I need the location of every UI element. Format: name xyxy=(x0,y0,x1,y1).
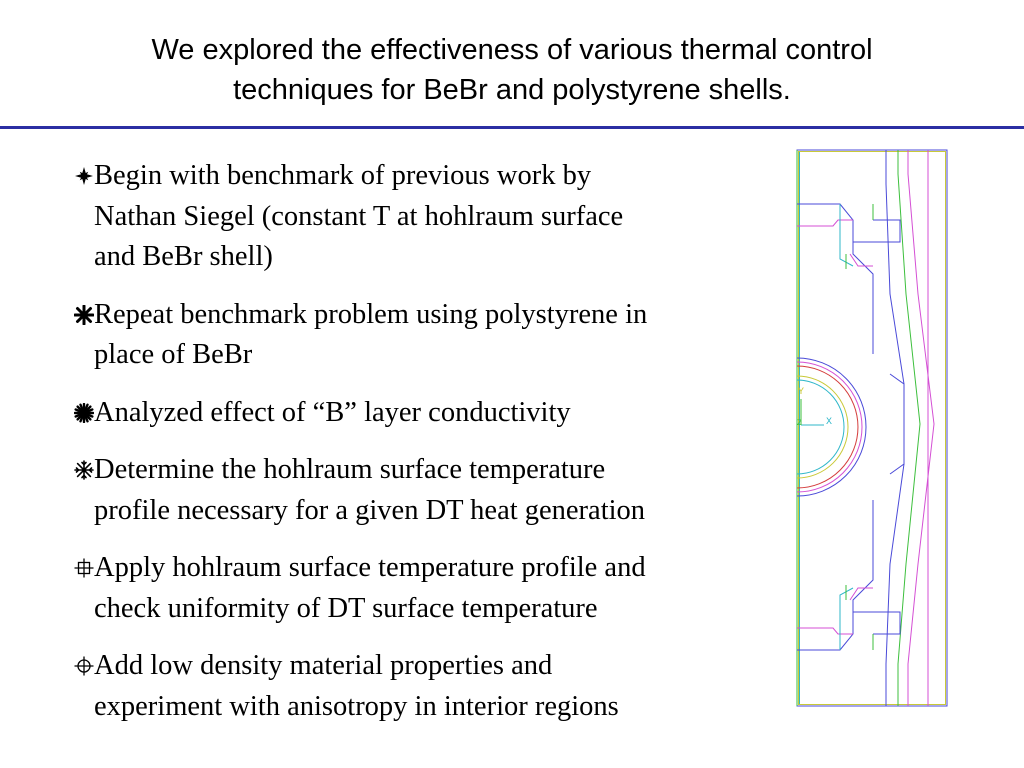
bullet-text xyxy=(94,156,623,278)
bullet-line: Nathan Siegel (constant T at hohlraum surface xyxy=(94,200,624,232)
list-item xyxy=(60,450,770,531)
axis-triad xyxy=(801,399,824,425)
bullet-text xyxy=(94,295,647,376)
bullet-line: Add low density material properties and xyxy=(94,650,553,681)
bullet-text xyxy=(94,646,619,727)
slide-title-line-1: We explored the effectiveness of various thermal control xyxy=(151,34,873,66)
bullet-line: Begin with benchmark of previous work by xyxy=(94,160,592,191)
star-icon xyxy=(60,156,94,196)
sun-icon xyxy=(60,393,94,433)
list-item xyxy=(60,393,770,434)
mesh-outer-boundary xyxy=(797,150,947,706)
axis-x-label: X xyxy=(826,417,833,428)
eight-point-star-icon xyxy=(60,295,94,335)
bullet-line: Repeat benchmark problem using polystyrene in xyxy=(94,298,648,330)
bullet-text xyxy=(94,548,646,629)
snowflake-icon xyxy=(60,450,94,490)
bullet-line: experiment with anisotropy in interior regions xyxy=(94,690,619,722)
list-item xyxy=(60,156,770,278)
axis-z-label: Z xyxy=(797,419,802,428)
bullet-line: profile necessary for a given DT heat generation xyxy=(94,494,646,526)
slide-title-line-2: techniques for BeBr and polystyrene shells. xyxy=(233,74,791,106)
list-item xyxy=(60,646,770,727)
hohlraum-mesh-figure xyxy=(778,144,968,710)
list-item xyxy=(60,295,770,376)
square-crosshair-icon xyxy=(60,548,94,588)
bullet-list xyxy=(60,156,770,744)
axis-y-label: Y xyxy=(798,387,805,398)
bullet-text xyxy=(94,450,645,531)
bullet-line: Apply hohlraum surface temperature profile and xyxy=(94,552,646,583)
mesh-right-band-outer xyxy=(908,150,934,706)
list-item xyxy=(60,548,770,629)
title-divider xyxy=(0,126,1024,129)
bullet-line: Determine the hohlraum surface temperature xyxy=(94,454,606,485)
slide-title xyxy=(0,30,1024,110)
bullet-line: Analyzed effect of “B” layer conductivity xyxy=(94,396,571,428)
bullet-line: check uniformity of DT surface temperature xyxy=(94,592,598,624)
bullet-text xyxy=(94,393,571,434)
bullet-line: and BeBr shell) xyxy=(94,241,273,272)
circle-crosshair-icon xyxy=(60,646,94,686)
bullet-line: place of BeBr xyxy=(94,339,253,370)
